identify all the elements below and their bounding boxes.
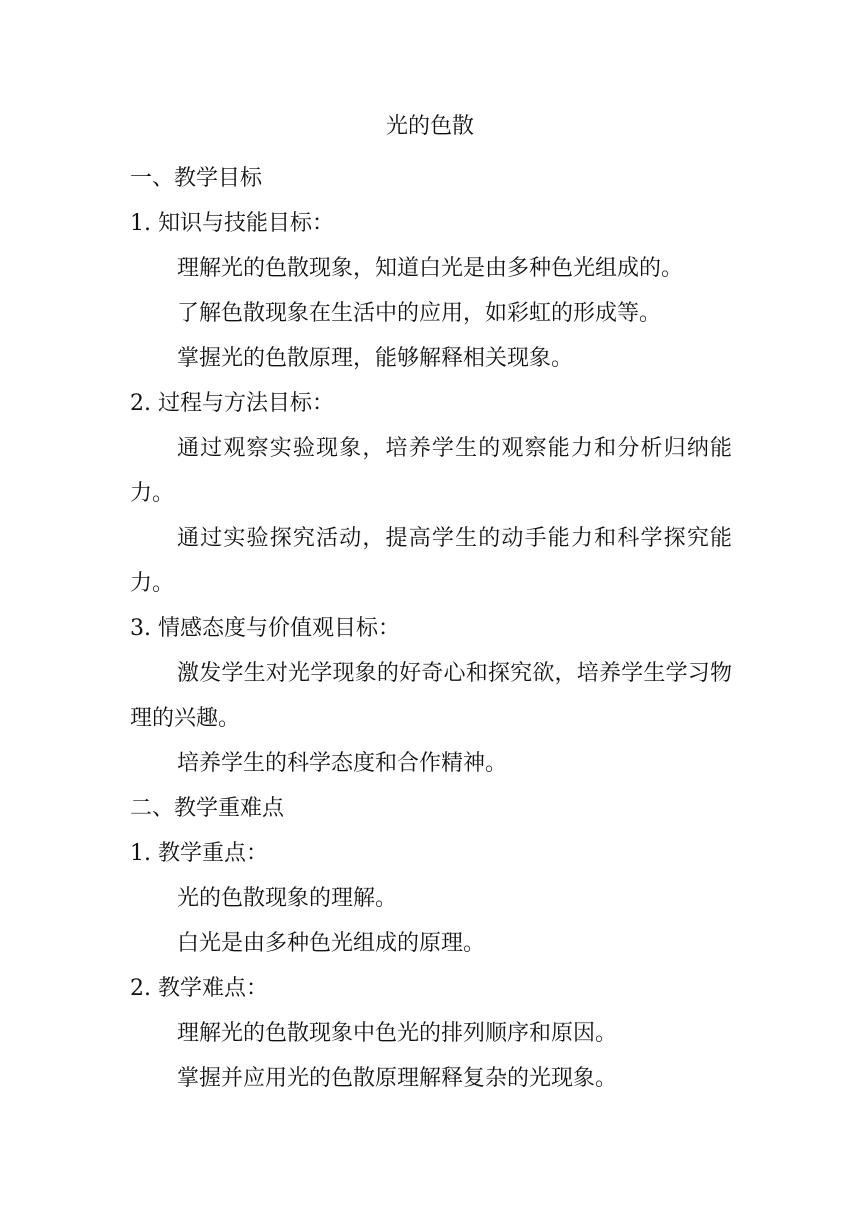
- subsection-heading: [130, 606, 732, 651]
- document-title: 光的色散: [385, 114, 474, 139]
- paragraph: 理解光的色散现象中色光的排列顺序和原因。: [177, 1021, 618, 1046]
- paragraph: 通过实验探究活动，提高学生的动手能力和科学探究能力。: [130, 526, 732, 596]
- paragraph: 掌握光的色散原理，能够解释相关现象。: [177, 346, 574, 371]
- paragraph: 了解色散现象在生活中的应用，如彩虹的形成等。: [177, 301, 662, 326]
- paragraph: 培养学生的科学态度和合作精神。: [177, 751, 508, 776]
- subsection-label: 过程与方法目标：: [158, 391, 335, 416]
- subsection-label: 教学重点：: [158, 841, 269, 866]
- paragraph: 光的色散现象的理解。: [177, 886, 398, 911]
- paragraph: 通过观察实验现象，培养学生的观察能力和分析归纳能力。: [130, 436, 732, 506]
- subsection-number: 2.: [130, 976, 151, 1001]
- document-body: [130, 156, 732, 1101]
- subsection-number: 1.: [130, 841, 151, 866]
- subsection-number: 2.: [130, 391, 151, 416]
- subsection-label: 教学难点：: [158, 976, 269, 1001]
- subsection-heading: [130, 966, 732, 1011]
- paragraph: 理解光的色散现象，知道白光是由多种色光组成的。: [177, 256, 684, 281]
- subsection-heading: [130, 831, 732, 876]
- subsection-label: 知识与技能目标：: [158, 211, 335, 236]
- section-heading: 二、教学重难点: [130, 796, 285, 821]
- subsection-number: 1.: [130, 211, 151, 236]
- paragraph: 白光是由多种色光组成的原理。: [177, 931, 486, 956]
- section-heading: 一、教学目标: [130, 166, 263, 191]
- subsection-number: 3.: [130, 616, 151, 641]
- subsection-heading: [130, 381, 732, 426]
- paragraph: 激发学生对光学现象的好奇心和探究欲，培养学生学习物理的兴趣。: [130, 661, 732, 731]
- subsection-heading: [130, 201, 732, 246]
- subsection-label: 情感态度与价值观目标：: [158, 616, 401, 641]
- paragraph: 掌握并应用光的色散原理解释复杂的光现象。: [177, 1066, 618, 1091]
